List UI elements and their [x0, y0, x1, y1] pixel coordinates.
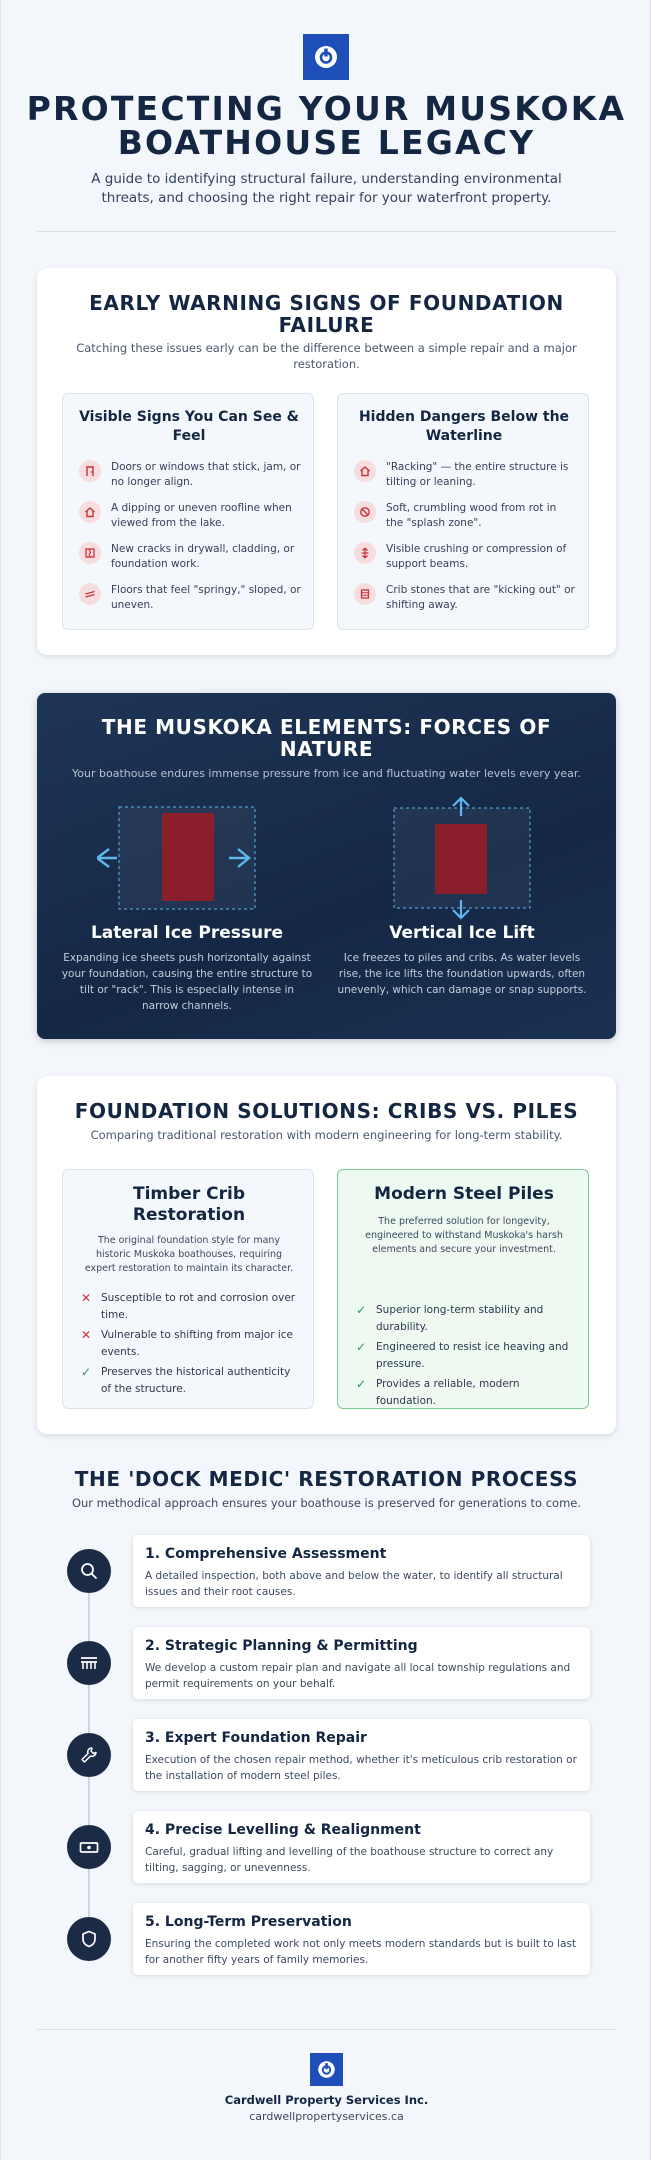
foundation-solutions-section — [37, 1076, 616, 1434]
step-title: 5. Long-Term Preservation — [145, 1914, 352, 1930]
check-icon: ✓ — [81, 1365, 92, 1379]
solutions-title: FOUNDATION SOLUTIONS: CRIBS VS. PILES — [74, 1099, 579, 1123]
lateral-pressure-diagram — [97, 803, 277, 913]
wrench-icon — [67, 1733, 111, 1777]
company-url-link[interactable]: cardwellpropertyservices.ca — [249, 2110, 404, 2123]
elements-title: THE MUSKOKA ELEMENTS: FORCES OF NATURE — [101, 715, 552, 761]
step-desc: A detailed inspection, both above and below the water, to identify all structural issues and their root causes. — [145, 1570, 563, 1598]
step-desc: We develop a custom repair plan and navigate all local township regulations and permit requirements on your behalf. — [145, 1662, 571, 1690]
sign-text: New cracks in drywall, cladding, or foundation work. — [111, 543, 295, 570]
page-title-line-2: BOATHOUSE LEGACY — [117, 123, 536, 162]
power-icon — [316, 2059, 337, 2080]
lateral-pressure-desc: Expanding ice sheets push horizontally against your foundation, causing the entire structure to tilt or "rack". This is especially intense in narrow channels. — [61, 952, 313, 1012]
step-title: 3. Expert Foundation Repair — [145, 1730, 367, 1746]
search-icon — [67, 1549, 111, 1593]
piles-title: Modern Steel Piles — [374, 1184, 554, 1204]
pro-text: Provides a reliable, modern foundation. — [376, 1378, 520, 1407]
elements-subtitle: Your boathouse endures immense pressure from ice and fluctuating water levels every year. — [72, 767, 581, 780]
con-text: Susceptible to rot and corrosion over time. — [101, 1292, 296, 1321]
power-icon — [312, 43, 340, 71]
permit-icon — [67, 1641, 111, 1685]
company-name: Cardwell Property Services Inc. — [224, 2093, 429, 2107]
solutions-subtitle: Comparing traditional restoration with modern engineering for long-term stability. — [90, 1128, 563, 1142]
house-icon — [354, 460, 376, 482]
shield-icon — [67, 1917, 111, 1961]
hidden-dangers-panel — [337, 393, 589, 630]
pro-text: Superior long-term stability and durability. — [376, 1304, 544, 1333]
page-title-line-1: PROTECTING YOUR MUSKOKA — [26, 89, 627, 128]
process-step-3 — [133, 1719, 590, 1791]
sign-text: Visible crushing or compression of support beams. — [386, 543, 567, 570]
muskoka-elements-section — [37, 693, 616, 1039]
x-icon: ✕ — [81, 1328, 92, 1342]
step-desc: Ensuring the completed work not only meets modern standards but is built to last for another fifty years of family memories. — [145, 1938, 577, 1966]
door-icon — [79, 460, 101, 482]
compress-icon — [354, 542, 376, 564]
footer-logo — [310, 2053, 343, 2086]
process-step-1 — [133, 1535, 590, 1607]
pro-text: Preserves the historical authenticity of the structure. — [101, 1366, 291, 1395]
house-icon — [79, 501, 101, 523]
sign-text: A dipping or uneven roofline when viewed from the lake. — [111, 502, 292, 529]
page-title — [21, 89, 632, 162]
process-step-2 — [133, 1627, 590, 1699]
visible-signs-panel — [62, 393, 314, 630]
stones-icon — [354, 583, 376, 605]
process-title: THE 'DOCK MEDIC' RESTORATION PROCESS — [74, 1467, 579, 1491]
warning-title: EARLY WARNING SIGNS OF FOUNDATION FAILURE — [89, 291, 564, 337]
floor-icon — [79, 583, 101, 605]
page-subtitle: A guide to identifying structural failure, understanding environmental threats, and choosing the right repair for your waterfront property. — [91, 171, 562, 206]
brand-logo — [303, 34, 349, 80]
crib-restoration-panel — [62, 1169, 314, 1409]
divider — [37, 2029, 616, 2030]
step-title: 1. Comprehensive Assessment — [145, 1546, 387, 1562]
process-step-4 — [133, 1811, 590, 1883]
process-step-5 — [133, 1903, 590, 1975]
warning-signs-section — [37, 268, 616, 655]
piles-desc: The preferred solution for longevity, engineered to withstand Muskoka's harsh elements and secure your investment. — [365, 1216, 563, 1255]
crib-title: Timber Crib Restoration — [132, 1184, 246, 1225]
vertical-lift-diagram — [392, 796, 532, 920]
vertical-lift-desc: Ice freezes to piles and cribs. As water levels rise, the ice lifts the foundation upwards, often unevenly, which can damage or snap supports. — [337, 952, 587, 996]
sign-text: Soft, crumbling wood from rot in the "splash zone". — [386, 502, 557, 529]
crib-desc: The original foundation style for many historic Muskoka boathouses, requiring expert restoration to maintain its character. — [84, 1235, 294, 1274]
hidden-dangers-title: Hidden Dangers Below the Waterline — [358, 409, 570, 444]
lateral-pressure-title: Lateral Ice Pressure — [90, 923, 284, 943]
arrow-right-icon — [97, 849, 117, 867]
step-desc: Execution of the chosen repair method, whether it's meticulous crib restoration or the installation of modern steel piles. — [145, 1754, 577, 1782]
visible-signs-title: Visible Signs You Can See & Feel — [79, 409, 299, 444]
check-icon: ✓ — [356, 1377, 367, 1391]
level-icon — [67, 1825, 111, 1869]
step-desc: Careful, gradual lifting and levelling of the boathouse structure to correct any tilting, sagging, or unevenness. — [145, 1846, 554, 1874]
x-icon: ✕ — [81, 1291, 92, 1305]
sign-text: Floors that feel "springy," sloped, or uneven. — [111, 584, 301, 611]
process-subtitle: Our methodical approach ensures your boathouse is preserved for generations to come. — [71, 1496, 582, 1510]
divider — [37, 231, 616, 232]
pro-text: Engineered to resist ice heaving and pressure. — [376, 1341, 569, 1370]
foundation-pillar — [435, 824, 487, 894]
check-icon: ✓ — [356, 1303, 367, 1317]
check-icon: ✓ — [356, 1340, 367, 1354]
ban-icon — [354, 501, 376, 523]
step-title: 4. Precise Levelling & Realignment — [145, 1822, 421, 1838]
sign-text: "Racking" — the entire structure is tilting or leaning. — [386, 461, 569, 488]
sign-text: Crib stones that are "kicking out" or shifting away. — [386, 584, 575, 611]
steel-piles-panel — [337, 1169, 589, 1409]
foundation-pillar — [162, 813, 214, 901]
vertical-lift-title: Vertical Ice Lift — [389, 923, 535, 943]
crack-icon — [79, 542, 101, 564]
sign-text: Doors or windows that stick, jam, or no longer align. — [111, 461, 301, 488]
warning-subtitle: Catching these issues early can be the difference between a simple repair and a major restoration. — [76, 341, 577, 371]
step-title: 2. Strategic Planning & Permitting — [145, 1638, 418, 1654]
con-text: Vulnerable to shifting from major ice events. — [101, 1329, 293, 1358]
